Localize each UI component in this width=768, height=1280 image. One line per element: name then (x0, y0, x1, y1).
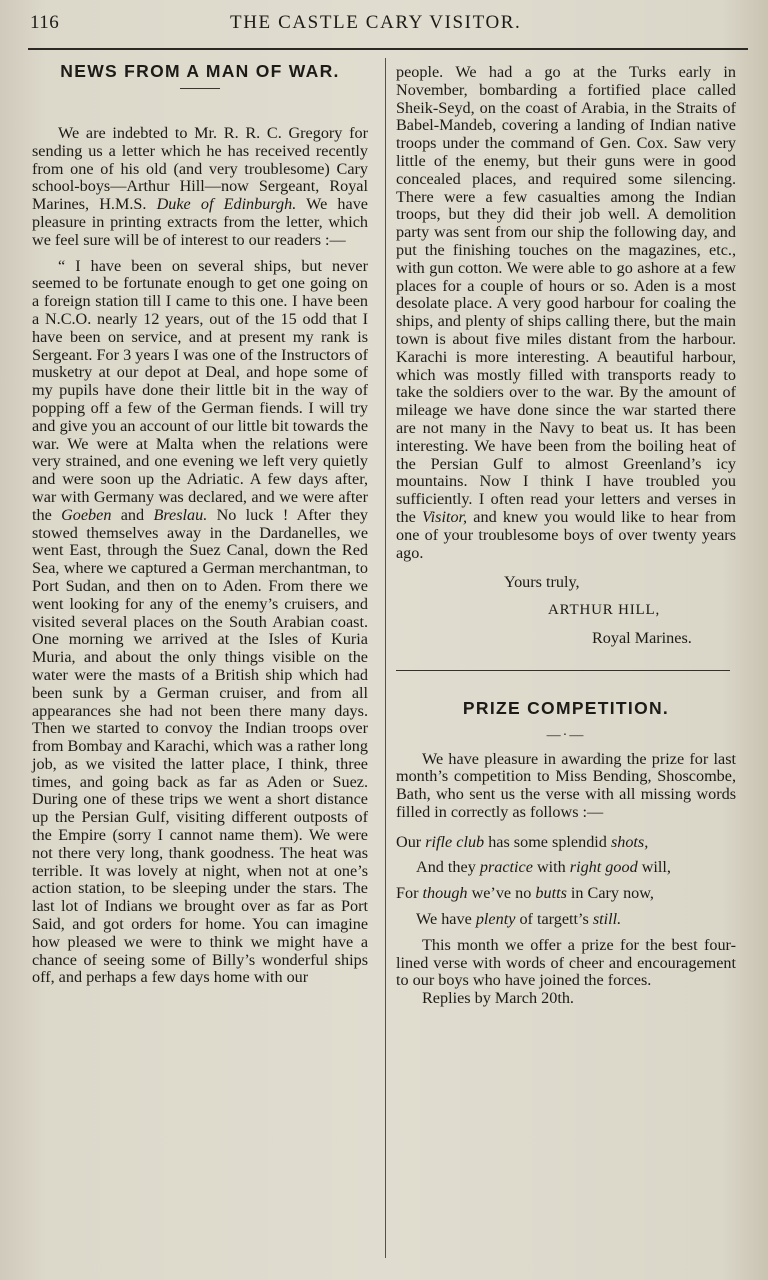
verse-line-3: For though we’ve no butts in Cary now, (396, 884, 654, 903)
verse-line-1: Our rifle club has some splendid shots, (396, 832, 649, 851)
signoff: Yours truly, (504, 573, 580, 592)
prize-ornament: —·— (546, 727, 586, 743)
letter-continuation (396, 64, 736, 562)
intro-text: We are indebted to Mr. R. R. C. Gregory for sending us a letter which he has received recently from one of his old (and very troublesome) Cary school-boys—Arthur Hill—now Sergeant, Royal Marines, H.M.S. (32, 124, 368, 214)
prize-paragraph-1: We have pleasure in awarding the prize for last month’s competition to Miss Bending, Shoscombe, Bath, who sent us the verse with all missing words filled in correctly as follows :— (396, 749, 736, 821)
ship-breslau: Breslau. (153, 505, 208, 524)
letter-and: and (111, 505, 154, 524)
heading-ornament (180, 88, 220, 89)
left-column (32, 60, 368, 987)
column-divider (385, 58, 386, 1258)
letter-text-3: people. We had a go at the Turks early in November, bombarding a fortified place called Sheik-Seyd, on the coast of Arabia, in the Straits of Babel-Mandeb, covering a landing of Indian native troops under the command of Gen. Cox. Saw very little of the enemy, but their guns were in good concealed places, and required some silencing. There were a few casualties among the Indian troops, but they did their job well. A demolition party was sent from our ship the following day, and put the finishing touches on the magazines, etc., with gun cotton. We were able to go ashore at a few places for a couple of hours or so. Aden is a most desolate place. A very good harbour for coaling the ships, and plenty of ships calling there, but the main town is about five miles distant from the harbour. Karachi is more interesting. A beautiful harbour, which was mostly filled with transports ready to take the soldiers over to the war. By the amount of mileage we have done since the war started there are not many in the Navy to beat us. It has been interesting. We have been from the boiling heat of the Persian Gulf to almost Greenland’s icy mountains. Now I think I have troubled you sufficiently. I often read your letters and verses in the (396, 63, 736, 526)
intro-text-end: We have pleasure in printing extracts from the letter, which we feel sure will be of interest to our readers :— (32, 195, 368, 249)
signature-name: ARTHUR HILL, (548, 602, 661, 619)
header-rule (28, 48, 748, 50)
ship-goeben: Goeben (61, 505, 112, 524)
right-column (396, 64, 736, 1008)
prize-deadline: Replies by March 20th. (422, 989, 574, 1008)
running-title: THE CASTLE CARY VISITOR. (230, 12, 522, 33)
letter-text-1: “ I have been on several ships, but never seemed to be fortunate enough to get one going on a foreign station till I came to this one. I have been a N.C.O. nearly 12 years, out of the 15 odd that I have been on service, and at present my rank is Sergeant. For 3 years I was one of the Instructors of musketry at our depot at Deal, and hope some of my pupils have done their little bit in the way of popping off a few of the German fiends. I will try and give you an account of our little bit towards the war. We were at Malta when the relations were very strained, and one evening we left very quietly and were soon up the Adriatic. A few days after, war with Germany was declared, and we were after the (32, 256, 368, 524)
letter-paragraph (32, 258, 368, 988)
intro-paragraph (32, 125, 368, 250)
verse-line-4: We have plenty of targett’s still. (416, 910, 622, 929)
article-heading: NEWS FROM A MAN OF WAR. (60, 61, 340, 81)
page-number: 116 (30, 12, 60, 33)
section-divider (396, 670, 730, 671)
ship-name: Duke of Edinburgh. (156, 195, 297, 214)
letter-text-4: and knew you would like to hear from one of your troublesome boys of over twenty years ago. (396, 507, 736, 562)
prize-heading: PRIZE COMPETITION. (462, 697, 670, 718)
signature-role: Royal Marines. (592, 628, 692, 647)
verse-line-2: And they practice with right good will, (416, 858, 671, 877)
letter-text-2: No luck ! After they stowed themselves away in the Dardanelles, we went East, through the Suez Canal, down the Red Sea, where we captured a German merchantman, to Port Sudan, and then on to Aden. From there we went looking for any of the enemy’s cruisers, and visited several places on the South Arabian coast. One morning we arrived at the Isles of Kuria Muria, and about the only things visible on the water were the masts of a British ship which had been sunk by a German cruiser, and from all appearances she had not been there many days. Then we started to convoy the Indian troops over from Bombay and Karachi, which was a rather long job, as we visited the latter place, I think, three times, and going back as far as Aden or Suez. During one of these trips we went a short distance up the Persian Gulf, visiting different outposts of the Empire (sorry I cannot name them). We were not there very long, thank goodness. The heat was terrible. It was lovely at night, when not at one’s action station, to be sleeping under the stars. The last lot of Indians we brought over as far as Port Said, and got orders for home. You can imagine how pleased we were to think we might have a chance of seeing some of Billy’s wonderful ships off, and perhaps a few days home with our (32, 505, 368, 987)
winning-verse (396, 834, 736, 929)
visitor-title: Visitor, (421, 507, 468, 526)
page-header (30, 12, 730, 38)
prize-paragraph-2: This month we offer a prize for the best four-lined verse with words of cheer and encouragement to our boys who have joined the forces. (396, 935, 736, 990)
